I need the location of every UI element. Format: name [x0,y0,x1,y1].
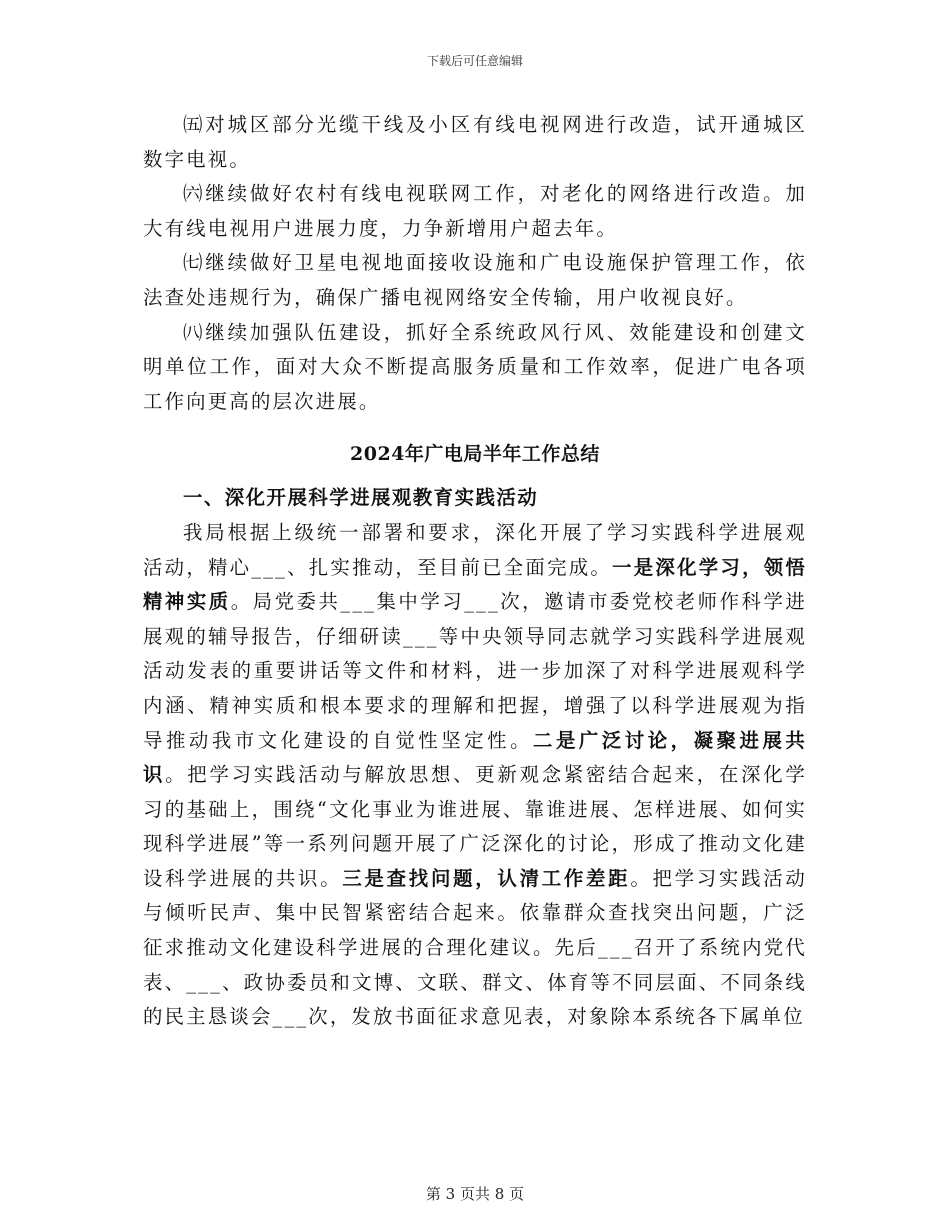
section-heading-1: 一、深化开展科学进展观教育实践活动 [183,486,539,510]
text-run: 我局根据上级统一部署和要求，深化开展了学习实践科学进展观活动，精心___、扎实推动，至目前已全面完成。 [143,520,807,579]
bold-point-2: 二是广泛讨论，凝聚进展共识 [143,728,807,787]
list-item-6: ㈥继续做好农村有线电视联网工作，对老化的网络进行改造。加大有线电视用户进展力度，力争新增用户超去年。 [143,182,807,240]
list-item-7: ㈦继续做好卫星电视地面接收设施和广电设施保护管理工作，依法查处违规行为，确保广播电视网络安全传输，用户收视良好。 [143,251,807,309]
document-title: 2024年广电局半年工作总结 [350,443,600,466]
text-run: 。局党委共___集中学习___次，邀请市委党校老师作科学进展观的辅导报告，仔细研读___等中央领导同志就学习实践科学进展观活动发表的重要讲话等文件和材料，进一步加深了对科学进展观科学内涵、精神实质和根本要求的理解和把握，增强了以科学进展观为指导推动我市文化建设的自觉性坚定性。 [143,590,807,752]
bold-point-1: 一是深化学习，领悟精神实质 [143,555,807,614]
section-1-paragraph [143,516,807,1035]
document-body [143,108,807,1035]
page-footer: 第 3 页共 8 页 [425,1185,525,1203]
text-run: 。把学习实践活动与解放思想、更新观念紧密结合起来，在深化学习的基础上，围绕“文化事业为谁进展、靠谁进展、怎样进展、如何实现科学进展”等一系列问题开展了广泛深化的讨论，形成了推动文化建设科学进展的共识。 [143,763,807,890]
page-header: 下载后可任意编辑 [426,54,523,68]
text-run: 。把学习实践活动与倾听民声、集中民智紧密结合起来。依靠群众查找突出问题，广泛征求推动文化建设科学进展的合理化建议。先后___召开了系统内党代表、___、政协委员和文博、文联、群文、体育等不同层面、不同条线的民主恳谈会___次，发放书面征求意见表，对象除本系统各下属单位 [143,866,807,1029]
bold-point-3: 三是查找问题，认清工作差距 [342,866,631,890]
list-item-8: ㈧继续加强队伍建设，抓好全系统政风行风、效能建设和创建文明单位工作，面对大众不断提高服务质量和工作效率，促进广电各项工作向更高的层次进展。 [143,320,807,413]
list-item-5: ㈤对城区部分光缆干线及小区有线电视网进行改造，试开通城区数字电视。 [143,113,807,171]
